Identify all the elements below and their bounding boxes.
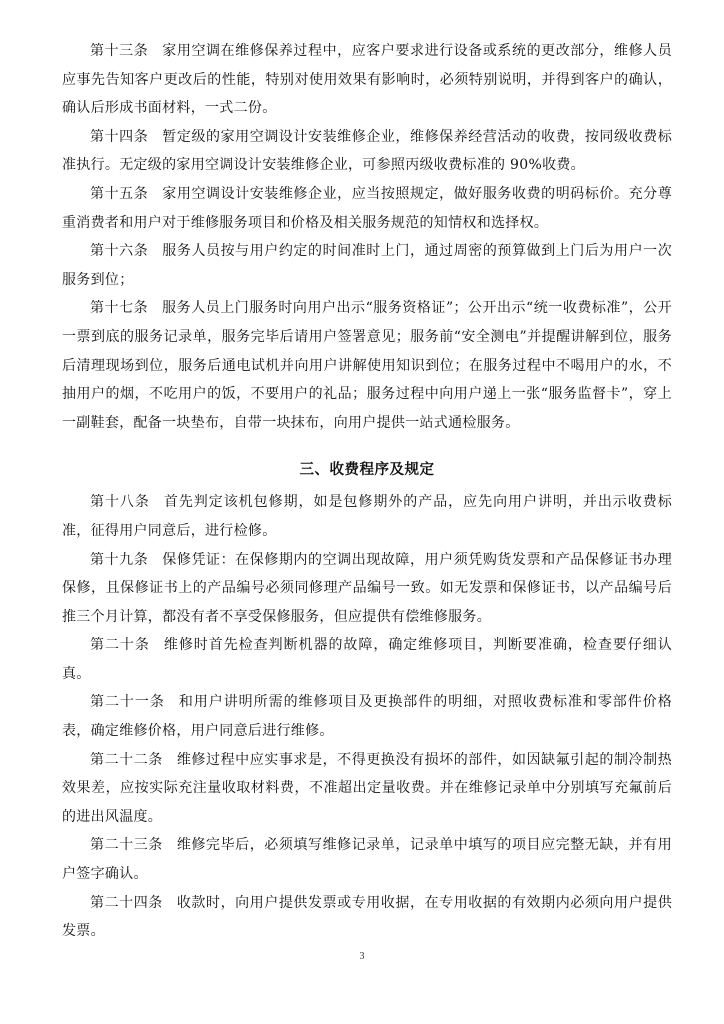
article-paragraph xyxy=(62,123,672,180)
article-text: 暂定级的家用空调设计安装维修企业，维修保养经营活动的收费，按同级收费标准执行。无定级的家用空调设计安装维修企业，可参照丙级收费标准的 90%收费。 xyxy=(62,128,673,174)
article-text: 服务人员按与用户约定的时间准时上门，通过周密的预算做到上门后为用户一次服务到位； xyxy=(62,243,673,288)
article-number: 第二十二条 xyxy=(90,751,163,768)
article-paragraph xyxy=(62,688,672,745)
article-paragraph xyxy=(62,37,672,123)
article-paragraph xyxy=(62,546,672,632)
article-number: 第十三条 xyxy=(90,43,149,59)
article-number: 第十八条 xyxy=(90,494,150,511)
article-text: 家用空调在维修保养过程中，应客户要求进行设备或系统的更改部分，维修人员应事先告知客户更改后的性能，特别对使用效果有影响时，必须特别说明，并得到客户的确认，确认后形成书面材料，一式二份。 xyxy=(62,43,673,117)
page-number: 3 xyxy=(359,951,365,962)
article-number: 第十四条 xyxy=(90,128,149,145)
article-number: 第十七条 xyxy=(90,300,149,317)
article-number: 第十六条 xyxy=(90,243,149,260)
article-text: 首先判定该机包修期，如是包修期外的产品，应先向用户讲明，并出示收费标准，征得用户同意后，进行检修。 xyxy=(62,494,672,539)
article-text: 家用空调设计安装维修企业，应当按照规定，做好服务收费的明码标价。充分尊重消费者和用户对于维修服务项目和价格及相关服务规范的知情权和选择权。 xyxy=(62,185,673,231)
article-paragraph xyxy=(62,889,672,946)
article-number: 第十五条 xyxy=(90,185,149,202)
article-number: 第二十条 xyxy=(90,637,150,654)
article-paragraph xyxy=(62,180,672,237)
article-text: 保修凭证：在保修期内的空调出现故障，用户须凭购货发票和产品保修证书办理保修，且保修证书上的产品编号必须同修理产品编号一致。如无发票和保修证书，以产品编号后推三个月计算，都没有者不享受保修服务，但应提供有偿维修服务。 xyxy=(62,551,673,625)
section-heading: 三、收费程序及规定 xyxy=(299,462,435,479)
article-number: 第二十一条 xyxy=(90,694,165,711)
document-body xyxy=(62,37,672,946)
article-text: 维修时首先检查判断机器的故障，确定维修项目，判断要准确，检查要仔细认真。 xyxy=(62,637,672,682)
article-paragraph xyxy=(62,831,672,888)
article-paragraph xyxy=(62,237,672,294)
article-text: 收款时，向用户提供发票或专用收据，在专用收据的有效期内必须向用户提供发票。 xyxy=(62,894,672,940)
article-number: 第十九条 xyxy=(90,551,149,568)
article-number: 第二十三条 xyxy=(90,837,163,854)
article-paragraph xyxy=(62,631,672,688)
article-text: 服务人员上门服务时向用户出示“服务资格证”；公开出示“统一收费标准”，公开一票到底的服务记录单，服务完毕后请用户签署意见；服务前“安全测电”并提醒讲解到位，服务后清理现场到位，服务后通电试机并向用户讲解使用知识到位；在服务过程中不喝用户的水，不抽用户的烟，不吃用户的饭，不要用户的礼品；服务过程中向用户递上一张“服务监督卡”，穿上一副鞋套，配备一块垫布，自带一块抹布，向用户提供一站式通检服务。 xyxy=(62,300,673,431)
article-number: 第二十四条 xyxy=(90,894,163,911)
article-paragraph xyxy=(62,488,672,545)
article-text: 和用户讲明所需的维修项目及更换部件的明细，对照收费标准和零部件价格表，确定维修价格，用户同意后进行维修。 xyxy=(62,694,672,740)
article-paragraph xyxy=(62,746,672,832)
article-paragraph xyxy=(62,294,672,437)
article-text: 维修过程中应实事求是，不得更换没有损坏的部件，如因缺氟引起的制冷制热效果差，应按实际充注量收取材料费，不准超出定量收费。并在维修记录单中分别填写充氟前后的进出风温度。 xyxy=(62,751,672,825)
article-text: 维修完毕后，必须填写维修记录单，记录单中填写的项目应完整无缺，并有用户签字确认。 xyxy=(62,837,672,883)
